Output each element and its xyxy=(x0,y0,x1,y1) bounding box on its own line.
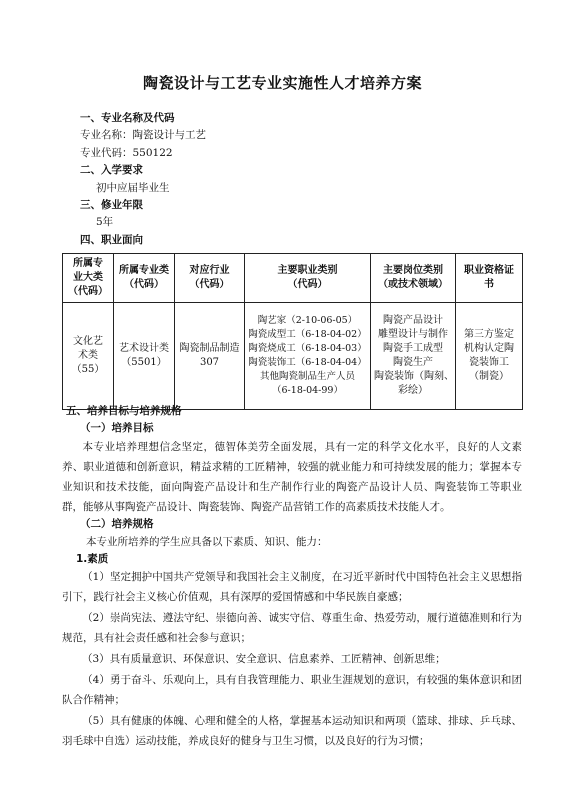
table-row xyxy=(63,303,523,410)
section-heading-goals: 五、培养目标与培养规格 xyxy=(66,405,182,417)
header-position: 主要岗位类别 （或技术领域） xyxy=(371,254,456,303)
header-certificate: 职业资格证 书 xyxy=(456,254,523,303)
quality-item-2: （2）崇尚宪法、遵法守纪、崇德向善、诚实守信、尊重生命、热爱劳动，履行道德准则和行为规范，具有社会责任感和社会参与意识； xyxy=(62,612,522,644)
cell-position: 陶瓷产品设计 雕塑设计与制作 陶瓷手工成型 陶瓷生产 陶瓷装饰（陶刻、 彩绘） xyxy=(371,303,456,410)
cell-major-category: 文化艺 术类 （55） xyxy=(63,303,114,410)
header-occupation: 主要职业类别 （代码） xyxy=(245,254,371,303)
admission-text: 初中应届毕业生 xyxy=(96,182,170,194)
header-major-class: 所属专业类 （代码） xyxy=(114,254,175,303)
quality-item-5: （5）具有健康的体魄、心理和健全的人格，掌握基本运动知识和两项（篮球、排球、乒乓球、羽毛球中自选）运动技能，养成良好的健身与卫生习惯，以及良好的行为习惯； xyxy=(62,715,522,747)
spec-intro: 本专业所培养的学生应具备以下素质、知识、能力： xyxy=(86,536,328,548)
major-name-line: 专业名称：陶瓷设计与工艺 xyxy=(80,129,206,141)
cell-major-class: 艺术设计类 （5501） xyxy=(114,303,175,410)
major-code-line: 专业代码：550122 xyxy=(80,147,173,159)
header-major-category: 所属专 业大类 （代码） xyxy=(63,254,114,303)
section-heading-career: 四、职业面向 xyxy=(80,234,143,246)
quality-item-4: （4）勇于奋斗、乐观向上，具有自我管理能力、职业生涯规划的意识，有较强的集体意识和团队合作精神； xyxy=(62,674,522,706)
quality-item-1: （1）坚定拥护中国共产党领导和我国社会主义制度，在习近平新时代中国特色社会主义思想指引下，践行社会主义核心价值观，具有深厚的爱国情感和中华民族自豪感； xyxy=(62,571,522,603)
header-industry: 对应行业 （代码） xyxy=(175,254,245,303)
cell-occupation: 陶艺家（2-10-06-05） 陶瓷成型工（6-18-04-02） 陶瓷烧成工（6-18-04-03） 陶瓷装饰工（6-18-04-04） 其他陶瓷制品生产人员 （6-18-04-99） xyxy=(245,303,371,410)
quality-item-3: （3）具有质量意识、环保意识、安全意识、信息素养、工匠精神、创新思维； xyxy=(82,653,446,665)
cell-certificate: 第三方鉴定 机构认定陶 瓷装饰工 （制瓷） xyxy=(456,303,523,410)
subheading-spec: （二）培养规格 xyxy=(80,518,154,530)
goal-paragraph: 本专业培养理想信念坚定，德智体美劳全面发展，具有一定的科学文化水平，良好的人文素养、职业道德和创新意识，精益求精的工匠精神，较强的就业能力和可持续发展的能力；掌握本专业知识和技术技能，面向陶瓷产品设计和生产制作行业的陶瓷产品设计人员、陶瓷装饰工等职业群，能够从事陶瓷产品设计、陶瓷装饰、陶瓷产品营销工作的高素质技术技能人才。 xyxy=(62,441,522,513)
career-table xyxy=(62,253,523,410)
quality-heading: 1.素质 xyxy=(76,553,109,565)
cell-industry: 陶瓷制品制造 307 xyxy=(175,303,245,410)
subheading-goal: （一）培养目标 xyxy=(80,422,154,434)
table-header-row xyxy=(63,254,523,303)
section-heading-name-code: 一、专业名称及代码 xyxy=(80,112,175,124)
section-heading-duration: 三、修业年限 xyxy=(80,199,143,211)
duration-text: 5年 xyxy=(96,216,114,228)
section-heading-admission: 二、入学要求 xyxy=(80,164,143,176)
page-title: 陶瓷设计与工艺专业实施性人才培养方案 xyxy=(142,74,422,92)
